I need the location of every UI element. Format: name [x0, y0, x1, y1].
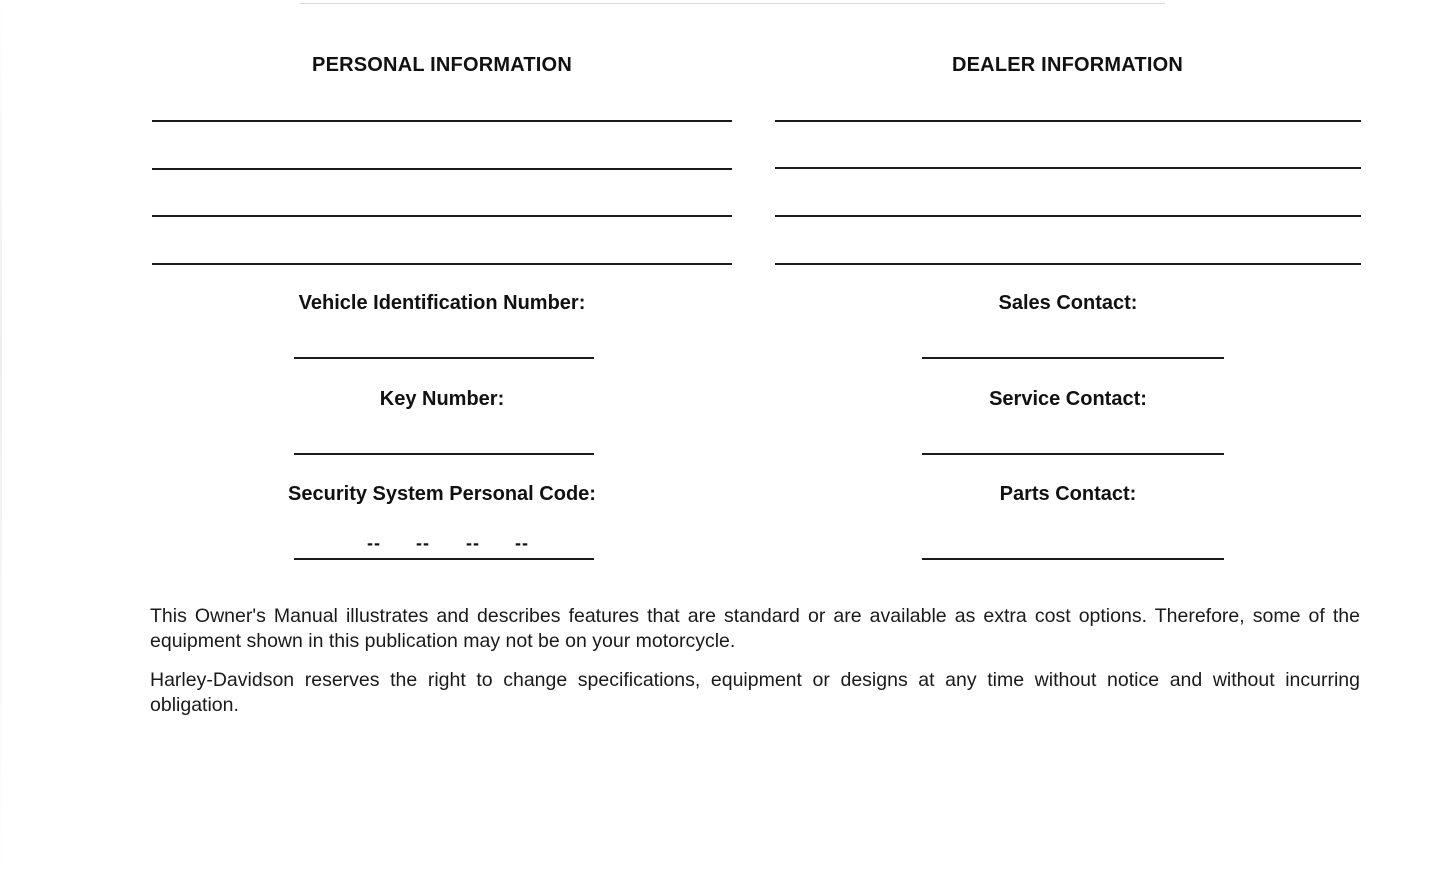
personal-info-line-2[interactable]: [152, 168, 732, 170]
equipment-notice: This Owner's Manual illustrates and describes features that are standard or are available as extra cost options. Therefore, some of the equipment shown in this publication may not be on your motorcycle.: [150, 605, 1360, 652]
parts-contact-label: Parts Contact:: [999, 483, 1137, 505]
service-contact-label: Service Contact:: [989, 388, 1147, 410]
security-code-digit-4: --: [515, 533, 529, 553]
dealer-info-line-1[interactable]: [775, 120, 1361, 122]
personal-information-heading: PERSONAL INFORMATION: [312, 54, 572, 76]
sales-contact-line[interactable]: [922, 357, 1224, 359]
personal-info-line-1[interactable]: [152, 120, 732, 122]
rights-notice: Harley-Davidson reserves the right to change specifications, equipment or designs at any time without notice and without incurring obligation.: [150, 669, 1360, 716]
security-code-digit-1: --: [367, 533, 381, 553]
vin-line[interactable]: [294, 357, 594, 359]
dealer-information-heading: DEALER INFORMATION: [952, 54, 1183, 76]
vin-label: Vehicle Identification Number:: [298, 292, 586, 314]
security-code-digit-2: --: [416, 533, 430, 553]
dealer-info-line-3[interactable]: [775, 215, 1361, 217]
security-code-line[interactable]: [294, 558, 594, 560]
parts-contact-line[interactable]: [922, 558, 1224, 560]
key-number-line[interactable]: [294, 453, 594, 455]
security-code-digit-3: --: [466, 533, 480, 553]
service-contact-line[interactable]: [922, 453, 1224, 455]
personal-info-line-3[interactable]: [152, 215, 732, 217]
personal-info-line-4[interactable]: [152, 263, 732, 265]
security-code-label: Security System Personal Code:: [288, 483, 596, 505]
key-number-label: Key Number:: [379, 388, 505, 410]
page-left-edge: [0, 0, 2, 880]
dealer-info-line-4[interactable]: [775, 263, 1361, 265]
page-top-rule: [300, 3, 1165, 4]
sales-contact-label: Sales Contact:: [998, 292, 1138, 314]
dealer-info-line-2[interactable]: [775, 167, 1361, 169]
